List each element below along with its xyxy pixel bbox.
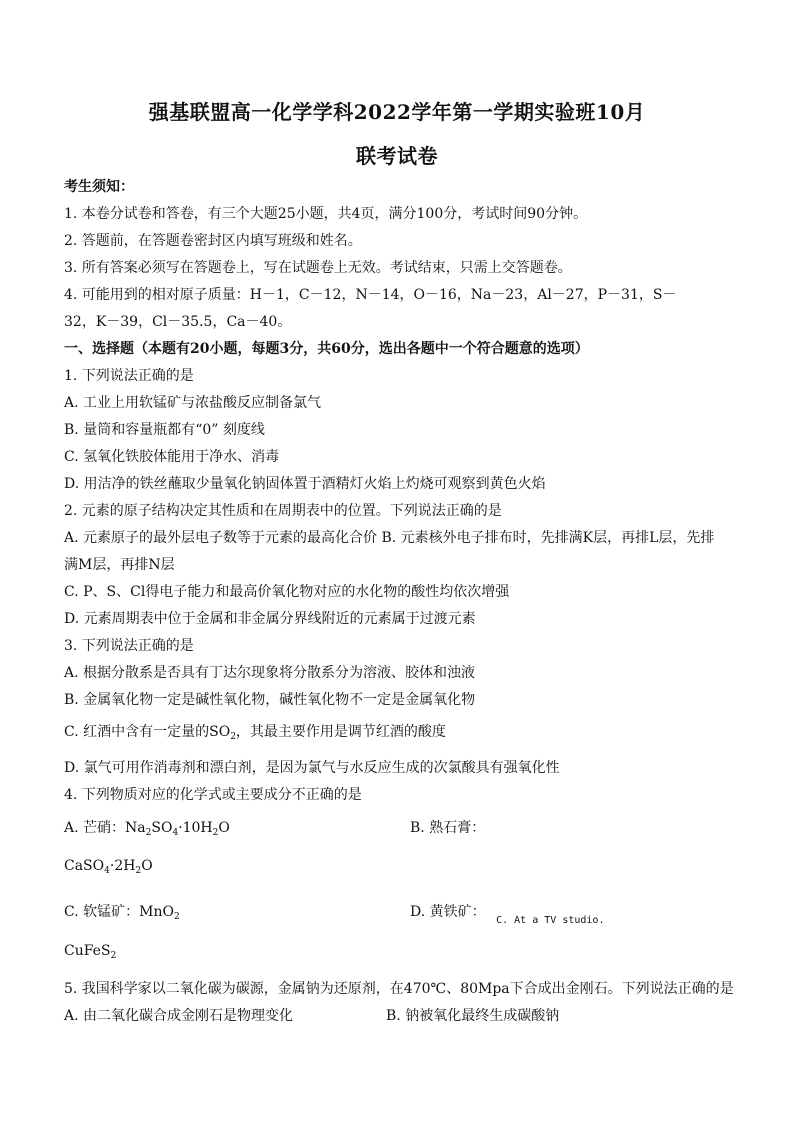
option	[64, 817, 230, 838]
question-stem: 1. 下列说法正确的是	[64, 368, 194, 384]
option: A. 由二氧化碳合成金刚石是物理变化	[64, 1008, 294, 1024]
formula: CuFeS$_2$	[64, 943, 117, 961]
notice-item: 2. 答题前，在答题卷密封区内填写班级和姓名。	[64, 233, 362, 249]
option-label: C. 软锰矿：	[64, 904, 140, 920]
notice-heading: 考生须知：	[64, 179, 134, 195]
question-stem: 3. 下列说法正确的是	[64, 638, 194, 654]
formula: $CaSO_4\cdot 2H_2O$	[64, 858, 153, 876]
option: B. 钠被氧化最终生成碳酸钠	[386, 1008, 560, 1024]
stray-note: C. At a TV studio.	[496, 915, 605, 926]
section-heading: 一、选择题（本题有20小题，每题3分，共60分，选出各题中一个符合题意的选项）	[64, 341, 589, 357]
formula: MnO$_2$	[139, 904, 180, 922]
option-text: ，其最主要作用是调节红酒的酸度	[235, 724, 446, 740]
notice-item: 3. 所有答案必须写在答题卷上，写在试题卷上无效。考试结束，只需上交答题卷。	[64, 260, 572, 276]
option: 满M层，再排N层	[64, 557, 175, 573]
option-label: A. 芒硝：	[64, 820, 126, 836]
option: D. 氯气可用作消毒剂和漂白剂，是因为氯气与水反应生成的次氯酸具有强氧化性	[64, 760, 560, 776]
subscript: 2	[230, 732, 236, 742]
question-stem: 2. 元素的原子结构决定其性质和在周期表中的位置。下列说法正确的是	[64, 503, 502, 519]
exam-title-line2: 联考试卷	[356, 144, 438, 168]
option: B. 量筒和容量瓶都有“0” 刻度线	[64, 422, 265, 438]
option: B. 熟石膏：	[410, 820, 486, 836]
notice-item: 1. 本卷分试卷和答卷，有三个大题25小题，共4页，满分100分，考试时间90分钟。	[64, 206, 588, 222]
option	[64, 721, 446, 742]
option: C. 氢氧化铁胶体能用于净水、消毒	[64, 449, 280, 465]
option	[410, 901, 605, 926]
formula: $Na_2SO_4\cdot 10H_2O$	[125, 820, 230, 838]
option: A. 元素原子的最外层电子数等于元素的最高化合价 B. 元素核外电子排布时，先排满K层，再排L层，先排	[64, 530, 715, 546]
option: A. 根据分散系是否具有丁达尔现象将分散系分为溶液、胶体和浊液	[64, 665, 476, 681]
option: C. P、S、Cl得电子能力和最高价氧化物对应的水化物的酸性均依次增强	[64, 584, 510, 600]
option-text: C. 红酒中含有一定量的SO	[64, 724, 231, 740]
option-label: D. 黄铁矿：	[410, 904, 486, 920]
option: B. 金属氧化物一定是碱性氧化物，碱性氧化物不一定是金属氧化物	[64, 692, 476, 708]
exam-title-line1: 强基联盟高一化学学科2022学年第一学期实验班10月	[148, 100, 646, 124]
notice-item: 32，K－39，Cl－35.5，Ca－40。	[64, 314, 292, 330]
notice-item: 4. 可能用到的相对原子质量：H－1，C－12，N－14，O－16，Na－23，Al－27，P－31，S－	[64, 287, 677, 303]
option: D. 元素周期表中位于金属和非金属分界线附近的元素属于过渡元素	[64, 611, 476, 627]
question-stem: 4. 下列物质对应的化学式或主要成分不正确的是	[64, 787, 362, 803]
question-stem: 5. 我国科学家以二氧化碳为碳源，金属钠为还原剂，在470℃、80Mpa下合成出金刚石。下列说法正确的是	[64, 981, 734, 997]
option: A. 工业上用软锰矿与浓盐酸反应制备氯气	[64, 395, 322, 411]
option: D. 用洁净的铁丝蘸取少量氧化钠固体置于酒精灯火焰上灼烧可观察到黄色火焰	[64, 476, 546, 492]
option	[64, 901, 180, 922]
